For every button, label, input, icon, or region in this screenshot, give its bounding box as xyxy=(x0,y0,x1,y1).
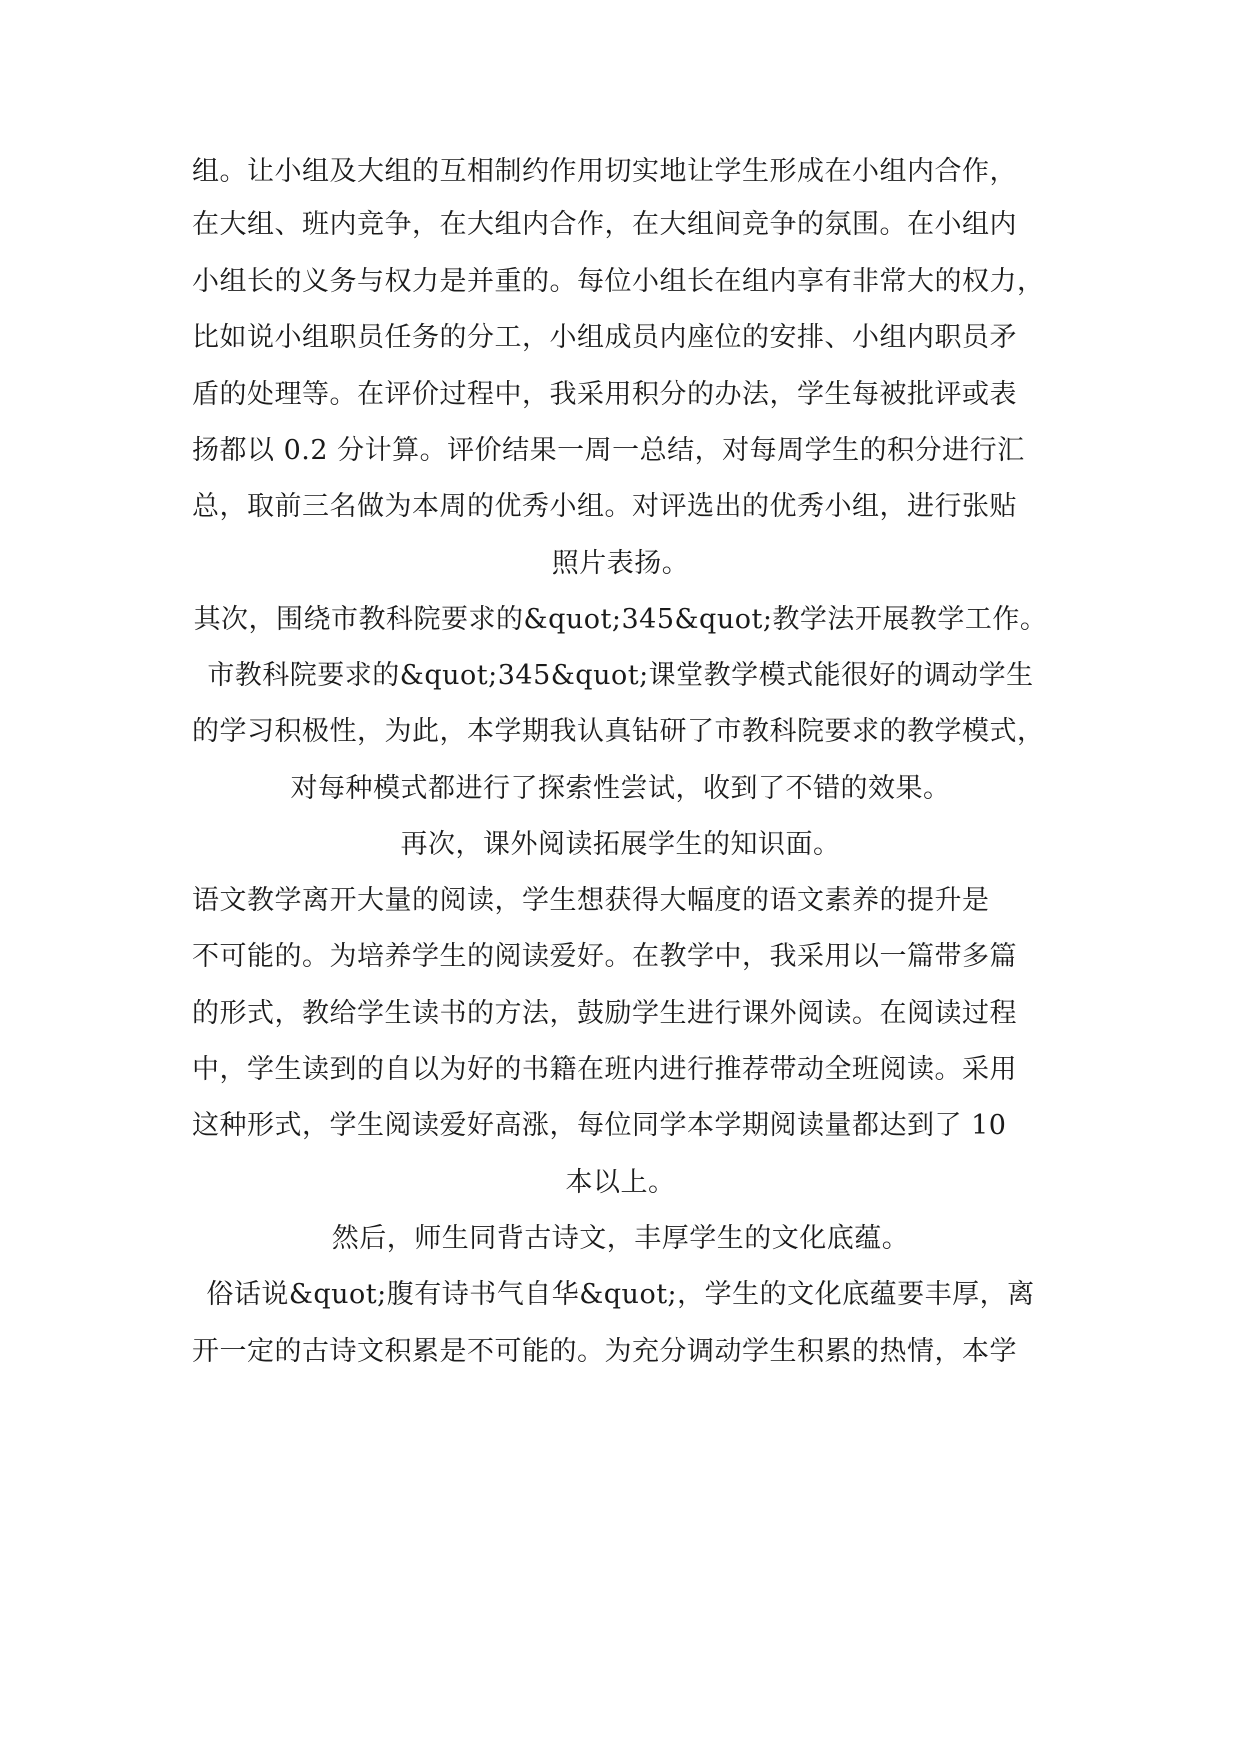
text-line: 的形式，教给学生读书的方法，鼓励学生进行课外阅读。在阅读过程 xyxy=(192,998,1017,1029)
text-line: 的学习积极性，为此，本学期我认真钻研了市教科院要求的教学模式， xyxy=(192,716,1045,747)
text-line: 开一定的古诗文积累是不可能的。为充分调动学生积累的热情，本学 xyxy=(192,1336,1017,1367)
text-line: 盾的处理等。在评价过程中，我采用积分的办法，学生每被批评或表 xyxy=(192,379,1017,410)
text-line-centered: 然后，师生同背古诗文，丰厚学生的文化底蕴。 xyxy=(331,1223,910,1254)
text-line: 小组长的义务与权力是并重的。每位小组长在组内享有非常大的权力， xyxy=(192,266,1045,297)
text-line: 总，取前三名做为本周的优秀小组。对评选出的优秀小组，进行张贴 xyxy=(192,491,1017,522)
text-line: 扬都以 0.2 分计算。评价结果一周一总结，对每周学生的积分进行汇 xyxy=(192,435,1025,466)
text-line-centered: 对每种模式都进行了探索性尝试，收到了不错的效果。 xyxy=(290,773,951,804)
text-line: 组。让小组及大组的互相制约作用切实地让学生形成在小组内合作， xyxy=(192,156,1017,187)
text-line: 在大组、班内竞争，在大组内合作，在大组间竞争的氛围。在小组内 xyxy=(192,209,1017,240)
text-line-centered: 市教科院要求的&quot;345&quot;课堂教学模式能很好的调动学生 xyxy=(207,660,1034,691)
text-line-centered: 俗话说&quot;腹有诗书气自华&quot;，学生的文化底蕴要丰厚，离 xyxy=(206,1279,1035,1310)
text-line: 语文教学离开大量的阅读，学生想获得大幅度的语文素养的提升是 xyxy=(192,885,990,916)
text-line: 这种形式，学生阅读爱好高涨，每位同学本学期阅读量都达到了 10 xyxy=(192,1110,1007,1141)
text-line-centered: 本以上。 xyxy=(565,1167,676,1198)
text-line-centered: 再次，课外阅读拓展学生的知识面。 xyxy=(400,829,841,860)
text-line: 不可能的。为培养学生的阅读爱好。在教学中，我采用以一篇带多篇 xyxy=(192,941,1017,972)
text-line: 比如说小组职员任务的分工，小组成员内座位的安排、小组内职员矛 xyxy=(192,322,1017,353)
text-line-centered: 照片表扬。 xyxy=(551,548,690,579)
text-line-centered: 其次，围绕市教科院要求的&quot;345&quot;教学法开展教学工作。 xyxy=(193,604,1048,635)
text-line: 中，学生读到的自以为好的书籍在班内进行推荐带动全班阅读。采用 xyxy=(192,1054,1017,1085)
